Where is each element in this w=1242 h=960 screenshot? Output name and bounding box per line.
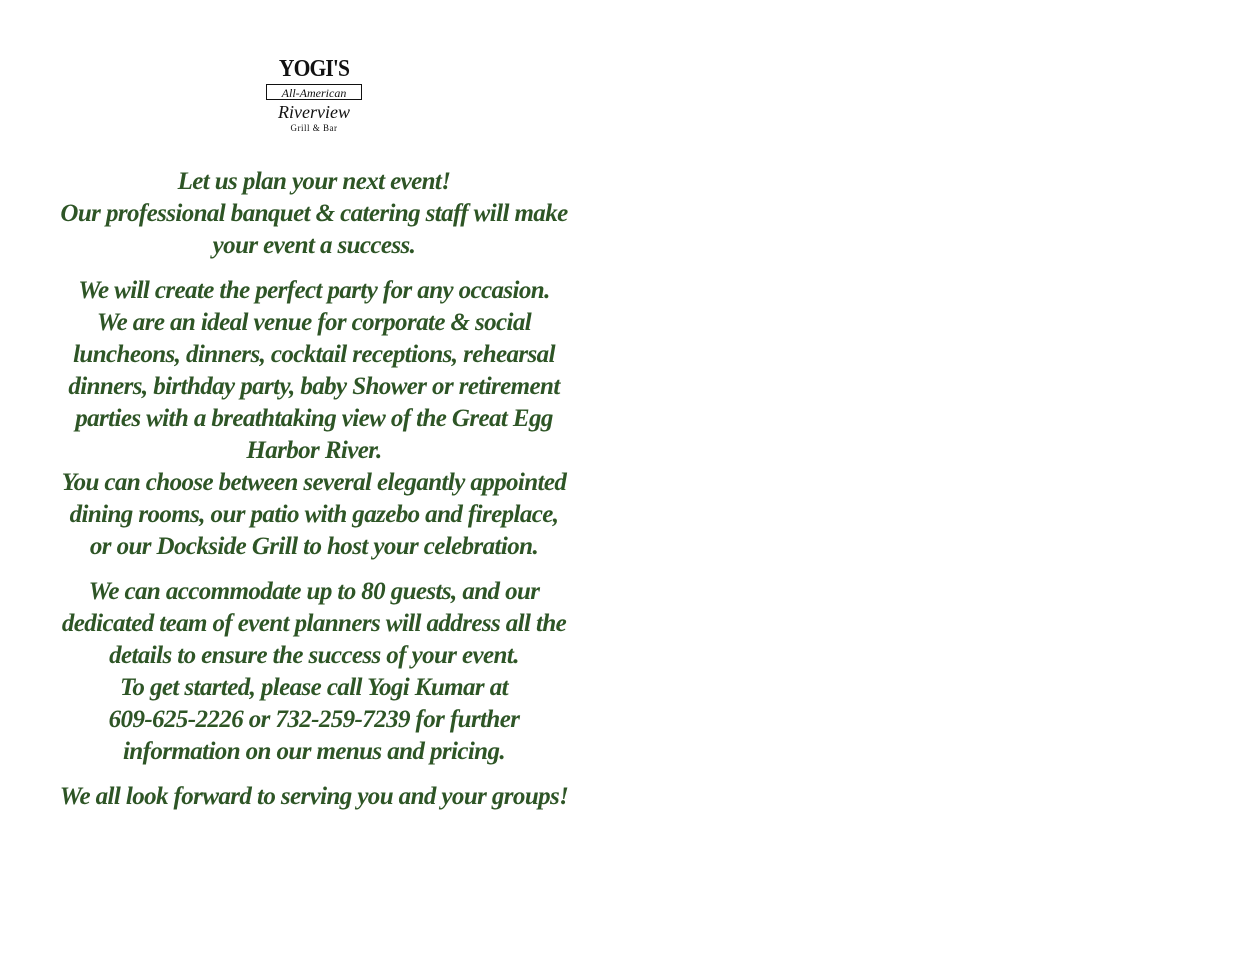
text-line: Our professional banquet & catering staff will make [60, 200, 568, 227]
event-text-body [30, 166, 598, 826]
text-line: Harbor River. [246, 437, 382, 464]
text-line: information on our menus and pricing. [122, 738, 506, 765]
text-line: Let us plan your next event! [177, 168, 451, 195]
phone-numbers-line: 609-625-2226 or 732-259-7239 for further [108, 706, 520, 733]
text-line: luncheons, dinners, cocktail receptions, rehearsal [73, 341, 555, 368]
text-line: parties with a breathtaking view of the Great Egg [75, 405, 553, 432]
text-line: We will create the perfect party for any occasion. [78, 277, 550, 304]
text-line: We are an ideal venue for corporate & social [96, 309, 532, 336]
text-line: You can choose between several elegantly appointed [61, 469, 567, 496]
logo-subtitle: Grill & Bar [290, 123, 338, 133]
logo-box-text: All-American [266, 84, 362, 100]
logo-script-text: Riverview [278, 102, 350, 122]
logo-name: YOGI'S [278, 56, 350, 82]
text-line: details to ensure the success of your event. [109, 642, 519, 669]
text-line: dinners, birthday party, baby Shower or retirement [68, 373, 560, 400]
text-line: your event a success. [212, 232, 416, 259]
text-line: We can accommodate up to 80 guests, and our [88, 578, 540, 605]
text-line: To get started, please call Yogi Kumar at [120, 674, 508, 701]
contact-paragraph [30, 576, 598, 768]
text-line: We all look forward to serving you and your groups! [59, 783, 569, 810]
intro-paragraph [30, 166, 598, 262]
restaurant-logo [262, 56, 366, 146]
closing-paragraph [30, 781, 598, 813]
text-line: dining rooms, our patio with gazebo and fireplace, [69, 501, 559, 528]
text-line: or our Dockside Grill to host your celebration. [89, 533, 539, 560]
venue-paragraph [30, 275, 598, 563]
text-line: dedicated team of event planners will address all the [61, 610, 567, 637]
